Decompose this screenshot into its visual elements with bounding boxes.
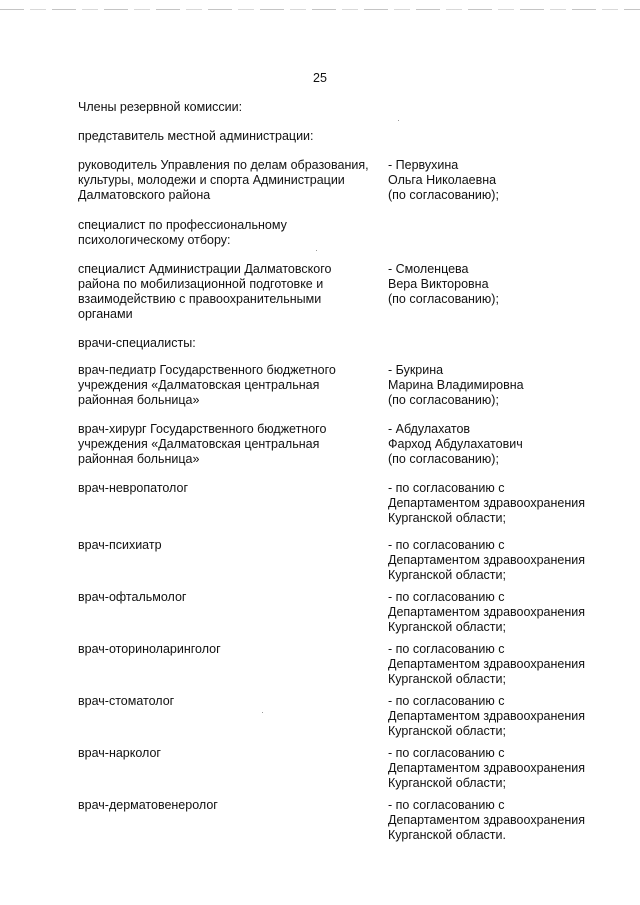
member-person: - Первухина Ольга Николаевна (по согласованию); bbox=[388, 158, 499, 202]
member-position: врач-педиатр Государственного бюджетного учреждения «Далматовская центральная районная больница» bbox=[78, 363, 336, 407]
member-position: врач-дерматовенеролог bbox=[78, 798, 218, 812]
member-person: - по согласованию с Департаментом здравоохранения Курганской области; bbox=[388, 538, 585, 582]
member-position: врач-психиатр bbox=[78, 538, 162, 552]
section-title-reserve-commission: Члены резервной комиссии: bbox=[78, 100, 243, 114]
scan-speck bbox=[398, 120, 399, 121]
section-title-local-administration: представитель местной администрации: bbox=[78, 129, 314, 143]
scan-speck bbox=[316, 250, 317, 251]
member-person: - Абдулахатов Фарход Абдулахатович (по согласованию); bbox=[388, 422, 523, 466]
member-person: - по согласованию с Департаментом здравоохранения Курганской области; bbox=[388, 694, 585, 738]
member-person: - по согласованию с Департаментом здравоохранения Курганской области. bbox=[388, 798, 585, 842]
member-position: врач-оториноларинголог bbox=[78, 642, 221, 656]
member-position: руководитель Управления по делам образования, культуры, молодежи и спорта Администрации Далматовского района bbox=[78, 158, 369, 202]
member-position: специалист Администрации Далматовского района по мобилизационной подготовке и взаимодействию с правоохранительными органами bbox=[78, 262, 332, 321]
member-person: - по согласованию с Департаментом здравоохранения Курганской области; bbox=[388, 642, 585, 686]
member-position: врач-нарколог bbox=[78, 746, 161, 760]
scan-artifact-line bbox=[0, 9, 640, 10]
member-position: специалист по профессиональному психологическому отбору: bbox=[78, 218, 287, 247]
member-position: врач-хирург Государственного бюджетного учреждения «Далматовская центральная районная больница» bbox=[78, 422, 327, 466]
member-position: врач-невропатолог bbox=[78, 481, 188, 495]
member-person: - по согласованию с Департаментом здравоохранения Курганской области; bbox=[388, 481, 585, 525]
member-position: врачи-специалисты: bbox=[78, 336, 196, 350]
member-person: - по согласованию с Департаментом здравоохранения Курганской области; bbox=[388, 746, 585, 790]
member-position: врач-стоматолог bbox=[78, 694, 175, 708]
member-person: - по согласованию с Департаментом здравоохранения Курганской области; bbox=[388, 590, 585, 634]
member-person: - Букрина Марина Владимировна (по согласованию); bbox=[388, 363, 524, 407]
page-number: 25 bbox=[313, 71, 327, 85]
member-person: - Смоленцева Вера Викторовна (по согласованию); bbox=[388, 262, 499, 306]
member-position: врач-офтальмолог bbox=[78, 590, 187, 604]
scan-speck bbox=[262, 712, 263, 713]
